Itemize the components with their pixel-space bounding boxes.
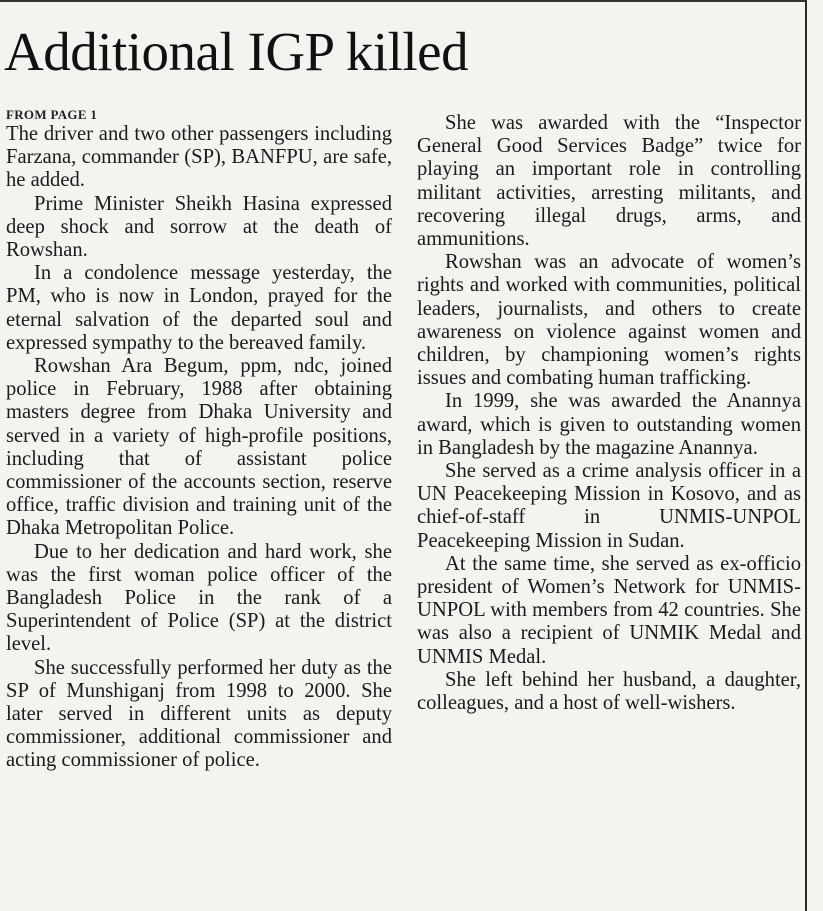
top-rule bbox=[0, 0, 806, 2]
paragraph: In a condolence message yesterday, the PM, who is now in London, prayed for the eternal salvation of the departed soul and expressed sympathy to the bereaved family. bbox=[6, 262, 392, 354]
paragraph: Prime Minister Sheikh Hasina expressed deep shock and sorrow at the death of Rowshan. bbox=[6, 192, 392, 262]
paragraph: Rowshan Ara Begum, ppm, ndc, joined police in February, 1988 after obtaining masters degree from Dhaka University and served in a variety of high-profile positions, including that of assistant police commissioner of the accounts section, reserve office, traffic division and training unit of the Dhaka Metropolitan Police. bbox=[6, 355, 392, 540]
paragraph: Due to her dedication and hard work, she was the first woman police officer of the Bangladesh Police in the rank of a Superintendent of Police (SP) at the district level. bbox=[6, 540, 392, 656]
paragraph: She left behind her husband, a daughter, colleagues, and a host of well-wishers. bbox=[417, 668, 801, 715]
paragraph: She was awarded with the “Inspector General Good Services Badge” twice for playing an important role in controlling militant activities, arresting militants, and recovering illegal drugs, arms, and ammunitions. bbox=[417, 112, 801, 251]
paragraph: She served as a crime analysis officer in a UN Peacekeeping Mission in Kosovo, and as chief-of-staff in UNMIS-UNPOL Peacekeeping Mission in Sudan. bbox=[417, 460, 801, 552]
article-column-left bbox=[6, 106, 392, 773]
paragraph: The driver and two other passengers including Farzana, commander (SP), BANFPU, are safe, he added. bbox=[6, 123, 392, 192]
headline: Additional IGP killed bbox=[4, 21, 469, 82]
article-column-right bbox=[417, 112, 801, 715]
paragraph: Rowshan was an advocate of women’s rights and worked with communities, political leaders, journalists, and others to create awareness on violence against women and children, by championing women’s rights issues and combating human trafficking. bbox=[417, 251, 801, 390]
paragraph: She successfully performed her duty as the SP of Munshiganj from 1998 to 2000. She later served in different units as deputy commissioner, additional commissioner and acting commissioner of police. bbox=[6, 656, 392, 772]
kicker: FROM PAGE 1 bbox=[6, 107, 98, 122]
column-rule bbox=[805, 0, 807, 911]
paragraph: At the same time, she served as ex-officio president of Women’s Network for UNMIS-UNPOL with members from 42 countries. She was also a recipient of UNMIK Medal and UNMIS Medal. bbox=[417, 552, 801, 668]
paragraph: In 1999, she was awarded the Anannya award, which is given to outstanding women in Bangladesh by the magazine Anannya. bbox=[417, 390, 801, 459]
